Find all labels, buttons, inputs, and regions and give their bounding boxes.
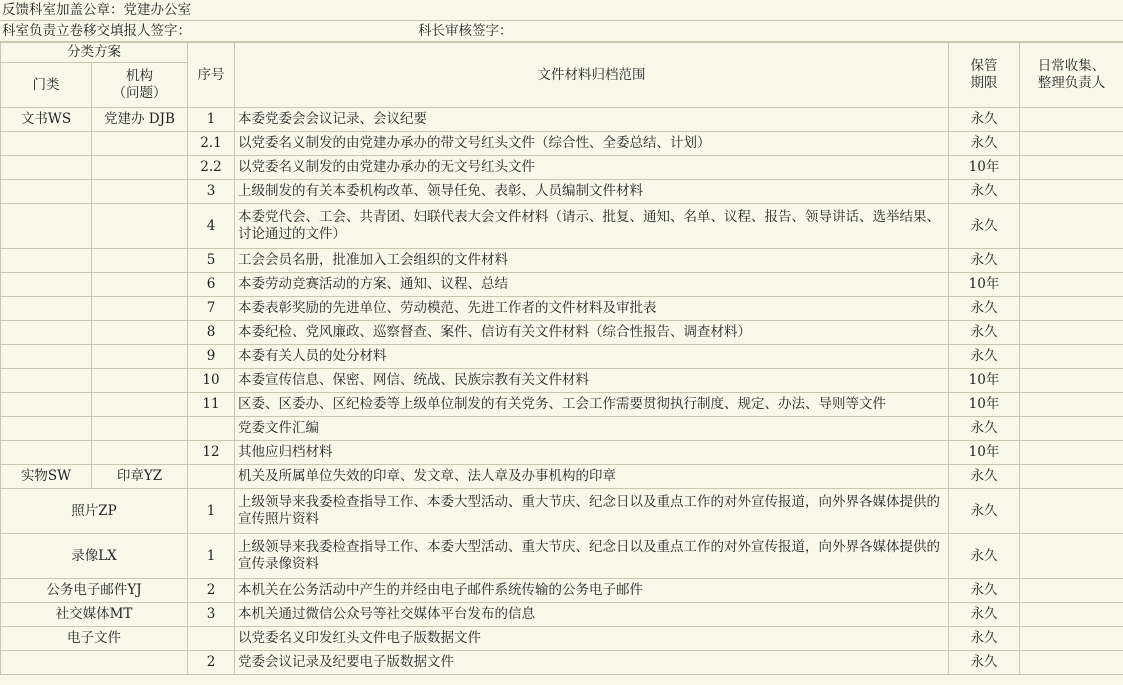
owner-cell (1020, 180, 1123, 204)
scope-cell: 本委党委会会议记录、会议纪要 (235, 108, 949, 132)
scope-cell: 上级领导来我委检查指导工作、本委大型活动、重大节庆、纪念日以及重点工作的对外宣传报道，向外界各媒体提供的宣传照片资料 (235, 489, 949, 534)
table-row (1, 249, 1123, 273)
org-cell: 印章YZ (92, 465, 188, 489)
owner-cell (1020, 345, 1123, 369)
seq-cell: 9 (188, 345, 235, 369)
seq-cell: 7 (188, 297, 235, 321)
scope-cell: 其他应归档材料 (235, 441, 949, 465)
retention-cell: 10年 (949, 393, 1020, 417)
category-cell: 电子文件 (1, 627, 188, 651)
retention-cell: 永久 (949, 204, 1020, 249)
table-row (1, 489, 1123, 534)
retention-cell: 永久 (949, 249, 1020, 273)
table-row (1, 132, 1123, 156)
category-cell (1, 417, 92, 441)
seq-cell: 2.2 (188, 156, 235, 180)
owner-cell (1020, 321, 1123, 345)
seq-cell: 1 (188, 489, 235, 534)
retention-cell: 永久 (949, 579, 1020, 603)
scope-cell: 区委、区委办、区纪检委等上级单位制发的有关党务、工会工作需要贯彻执行制度、规定、办法、导则等文件 (235, 393, 949, 417)
category-cell (1, 180, 92, 204)
org-cell (92, 441, 188, 465)
retention-cell: 10年 (949, 273, 1020, 297)
table-row (1, 156, 1123, 180)
table-row (1, 441, 1123, 465)
seq-cell: 6 (188, 273, 235, 297)
org-cell (92, 417, 188, 441)
owner-cell (1020, 465, 1123, 489)
seq-cell: 2 (188, 579, 235, 603)
category-cell (1, 156, 92, 180)
seq-cell: 12 (188, 441, 235, 465)
retention-cell: 永久 (949, 489, 1020, 534)
seq-cell: 2.1 (188, 132, 235, 156)
seq-cell: 4 (188, 204, 235, 249)
seq-cell: 10 (188, 369, 235, 393)
col-category: 门类 (1, 63, 92, 108)
seq-cell: 2 (188, 651, 235, 675)
scope-cell: 本机关在公务活动中产生的并经由电子邮件系统传输的公务电子邮件 (235, 579, 949, 603)
category-cell (1, 393, 92, 417)
retention-cell: 永久 (949, 534, 1020, 579)
office-stamp-label: 反馈科室加盖公章：党建办公室 (2, 2, 191, 18)
owner-cell (1020, 108, 1123, 132)
seq-cell: 3 (188, 603, 235, 627)
owner-cell (1020, 534, 1123, 579)
org-cell (92, 345, 188, 369)
owner-cell (1020, 651, 1123, 675)
org-cell (92, 297, 188, 321)
owner-cell (1020, 369, 1123, 393)
table-row (1, 393, 1123, 417)
retention-cell: 10年 (949, 156, 1020, 180)
seq-cell: 8 (188, 321, 235, 345)
table-row (1, 603, 1123, 627)
org-cell (92, 273, 188, 297)
table-row (1, 627, 1123, 651)
retention-cell: 10年 (949, 369, 1020, 393)
owner-cell (1020, 579, 1123, 603)
retention-cell: 永久 (949, 297, 1020, 321)
seq-cell: 11 (188, 393, 235, 417)
category-cell (1, 297, 92, 321)
scope-cell: 本委纪检、党风廉政、巡察督查、案件、信访有关文件材料（综合性报告、调查材料） (235, 321, 949, 345)
org-cell (92, 204, 188, 249)
table-header-row-1 (1, 43, 1123, 63)
seq-cell (188, 417, 235, 441)
org-cell (92, 156, 188, 180)
owner-cell (1020, 132, 1123, 156)
seq-cell (188, 465, 235, 489)
col-classification: 分类方案 (1, 43, 188, 63)
category-cell: 公务电子邮件YJ (1, 579, 188, 603)
table-row (1, 273, 1123, 297)
owner-cell (1020, 297, 1123, 321)
seq-cell: 1 (188, 108, 235, 132)
table-row (1, 345, 1123, 369)
seq-cell: 5 (188, 249, 235, 273)
table-row (1, 651, 1123, 675)
category-cell (1, 204, 92, 249)
scope-cell: 工会会员名册，批准加入工会组织的文件材料 (235, 249, 949, 273)
retention-cell: 永久 (949, 627, 1020, 651)
seq-cell: 3 (188, 180, 235, 204)
org-cell (92, 393, 188, 417)
seq-cell (188, 627, 235, 651)
category-cell (1, 249, 92, 273)
retention-cell: 永久 (949, 180, 1020, 204)
scope-cell: 党委会议记录及纪要电子版数据文件 (235, 651, 949, 675)
table-row (1, 534, 1123, 579)
owner-cell (1020, 603, 1123, 627)
retention-cell: 永久 (949, 132, 1020, 156)
retention-cell: 永久 (949, 603, 1020, 627)
org-cell (92, 369, 188, 393)
archive-scope-table (0, 42, 1123, 675)
org-cell (92, 180, 188, 204)
scope-cell: 本委党代会、工会、共青团、妇联代表大会文件材料（请示、批复、通知、名单、议程、报告、领导讲话、选举结果、讨论通过的文件） (235, 204, 949, 249)
scope-cell: 本委有关人员的处分材料 (235, 345, 949, 369)
table-row (1, 465, 1123, 489)
table-row (1, 108, 1123, 132)
header-line-1 (0, 0, 1123, 21)
scope-cell: 党委文件汇编 (235, 417, 949, 441)
owner-cell (1020, 417, 1123, 441)
scope-cell: 本机关通过微信公众号等社交媒体平台发布的信息 (235, 603, 949, 627)
owner-cell (1020, 441, 1123, 465)
scope-cell: 以党委名义印发红头文件电子版数据文件 (235, 627, 949, 651)
category-cell: 文书WS (1, 108, 92, 132)
scope-cell: 本委劳动竞赛活动的方案、通知、议程、总结 (235, 273, 949, 297)
owner-cell (1020, 156, 1123, 180)
table-row (1, 579, 1123, 603)
category-cell: 社交媒体MT (1, 603, 188, 627)
owner-cell (1020, 489, 1123, 534)
org-cell: 党建办 DJB (92, 108, 188, 132)
scope-cell: 以党委名义制发的由党建办承办的无文号红头文件 (235, 156, 949, 180)
table-row (1, 180, 1123, 204)
category-cell (1, 273, 92, 297)
retention-cell: 10年 (949, 441, 1020, 465)
scope-cell: 上级制发的有关本委机构改革、领导任免、表彰、人员编制文件材料 (235, 180, 949, 204)
col-retention: 保管 期限 (949, 43, 1020, 108)
category-cell (1, 441, 92, 465)
retention-cell: 永久 (949, 345, 1020, 369)
category-cell (1, 132, 92, 156)
table-row (1, 321, 1123, 345)
scope-cell: 机关及所属单位失效的印章、发文章、法人章及办事机构的印章 (235, 465, 949, 489)
scope-cell: 本委宣传信息、保密、网信、统战、民族宗教有关文件材料 (235, 369, 949, 393)
col-org: 机构 （问题） (92, 63, 188, 108)
category-cell: 录像LX (1, 534, 188, 579)
table-row (1, 417, 1123, 441)
owner-cell (1020, 273, 1123, 297)
table-row (1, 204, 1123, 249)
category-cell (1, 651, 188, 675)
owner-cell (1020, 627, 1123, 651)
header-line-2 (0, 21, 1123, 42)
category-cell (1, 321, 92, 345)
org-cell (92, 132, 188, 156)
chief-signature-label: 科长审核签字： (418, 23, 513, 39)
table-row (1, 369, 1123, 393)
category-cell: 实物SW (1, 465, 92, 489)
owner-cell (1020, 393, 1123, 417)
seq-cell: 1 (188, 534, 235, 579)
owner-cell (1020, 249, 1123, 273)
category-cell: 照片ZP (1, 489, 188, 534)
retention-cell: 永久 (949, 108, 1020, 132)
scope-cell: 本委表彰奖励的先进单位、劳动模范、先进工作者的文件材料及审批表 (235, 297, 949, 321)
retention-cell: 永久 (949, 465, 1020, 489)
retention-cell: 永久 (949, 417, 1020, 441)
scope-cell: 以党委名义制发的由党建办承办的带文号红头文件（综合性、全委总结、计划） (235, 132, 949, 156)
col-owner: 日常收集、 整理负责人 (1020, 43, 1123, 108)
table-row (1, 297, 1123, 321)
org-cell (92, 249, 188, 273)
retention-cell: 永久 (949, 651, 1020, 675)
scope-cell: 上级领导来我委检查指导工作、本委大型活动、重大节庆、纪念日以及重点工作的对外宣传报道，向外界各媒体提供的宣传录像资料 (235, 534, 949, 579)
owner-cell (1020, 204, 1123, 249)
col-seq: 序号 (188, 43, 235, 108)
filler-signature-label: 科室负责立卷移交填报人签字： (2, 23, 191, 39)
category-cell (1, 369, 92, 393)
col-scope: 文件材料归档范围 (235, 43, 949, 108)
retention-cell: 永久 (949, 321, 1020, 345)
org-cell (92, 321, 188, 345)
category-cell (1, 345, 92, 369)
